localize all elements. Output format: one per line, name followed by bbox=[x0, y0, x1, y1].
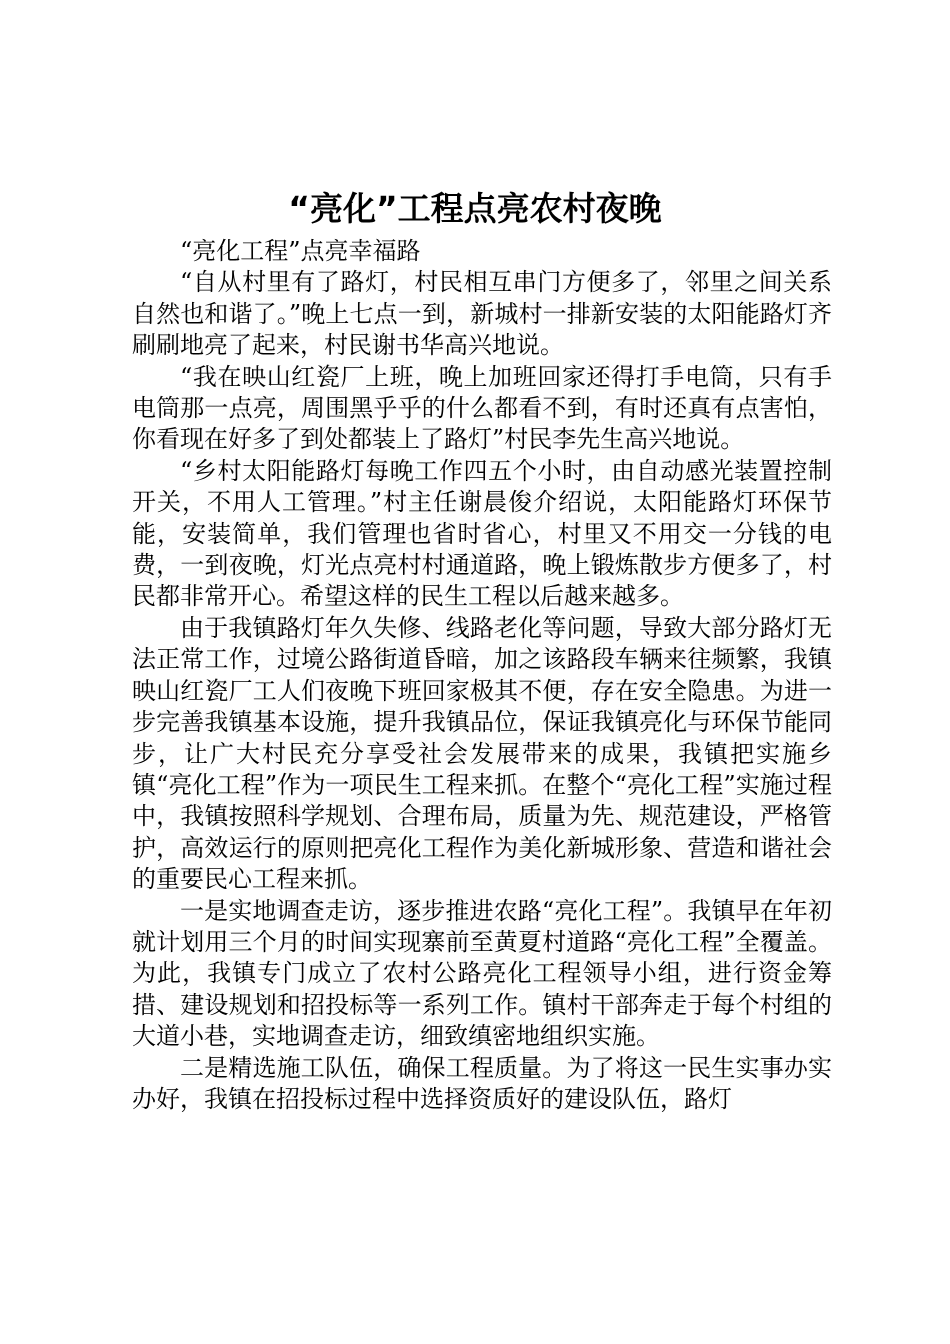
document-body bbox=[132, 236, 832, 1115]
body-paragraph: 由于我镇路灯年久失修、线路老化等问题，导致大部分路灯无法正常工作，过境公路街道昏暗，加之该路段车辆来往频繁，我镇映山红瓷厂工人们夜晚下班回家极其不便，存在安全隐患。为进一步完善我镇基本设施，提升我镇品位，保证我镇亮化与环保节能同步，让广大村民充分享受社会发展带来的成果，我镇把实施乡镇“亮化工程”作为一项民生工程来抓。在整个“亮化工程”实施过程中，我镇按照科学规划、合理布局，质量为先、规范建设，严格管护，高效运行的原则把亮化工程作为美化新城形象、营造和谐社会的重要民心工程来抓。 bbox=[132, 613, 832, 894]
body-paragraph: 二是精选施工队伍，确保工程质量。为了将这一民生实事办实办好，我镇在招投标过程中选择资质好的建设队伍，路灯 bbox=[132, 1053, 832, 1113]
body-paragraph: “我在映山红瓷厂上班，晚上加班回家还得打手电筒，只有手电筒那一点亮，周围黑乎乎的什么都看不到，有时还真有点害怕，你看现在好多了到处都装上了路灯”村民李先生高兴地说。 bbox=[132, 362, 832, 454]
body-paragraph: “自从村里有了路灯，村民相互串门方便多了，邻里之间关系自然也和谐了。”晚上七点一到，新城村一排新安装的太阳能路灯齐刷刷地亮了起来，村民谢书华高兴地说。 bbox=[132, 268, 832, 360]
document-title: “亮化”工程点亮农村夜晚 bbox=[288, 189, 662, 228]
body-paragraph: 一是实地调查走访，逐步推进农路“亮化工程”。我镇早在年初就计划用三个月的时间实现寨前至黄夏村道路“亮化工程”全覆盖。为此，我镇专门成立了农村公路亮化工程领导小组，进行资金筹措、建设规划和招投标等一系列工作。镇村干部奔走于每个村组的大道小巷，实地调查走访，细致缜密地组织实施。 bbox=[132, 896, 832, 1051]
body-paragraph: “乡村太阳能路灯每晚工作四五个小时，由自动感光装置控制开关，不用人工管理。”村主任谢晨俊介绍说，太阳能路灯环保节能，安装简单，我们管理也省时省心，村里又不用交一分钱的电费，一到夜晚，灯光点亮村村通道路，晚上锻炼散步方便多了，村民都非常开心。希望这样的民生工程以后越来越多。 bbox=[132, 456, 832, 611]
subtitle-paragraph: “亮化工程”点亮幸福路 bbox=[180, 237, 421, 265]
